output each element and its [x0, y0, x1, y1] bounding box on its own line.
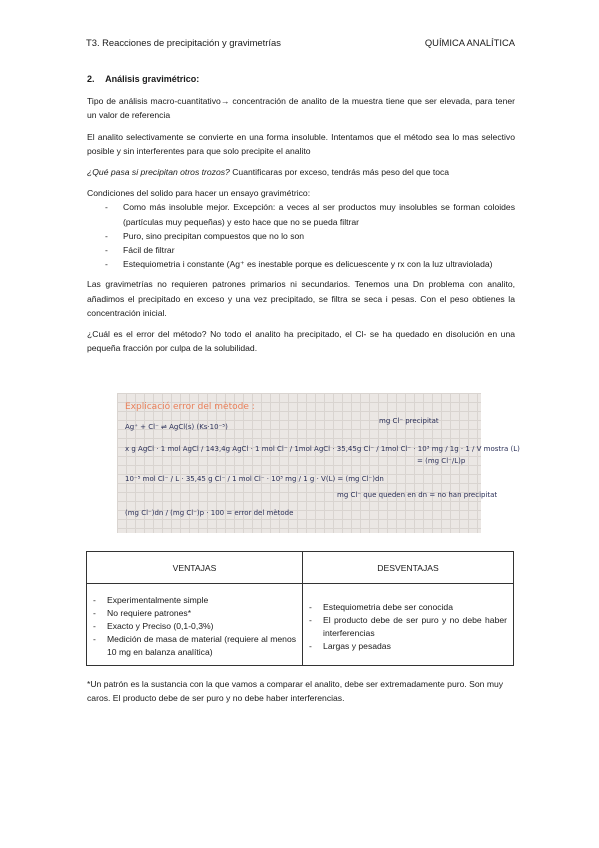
section-heading: [87, 72, 515, 86]
question-text: ¿Qué pasa si precipitan otros trozos?: [87, 167, 230, 178]
list-item: - Experimentalmente simple: [87, 594, 296, 607]
advantages-list: [87, 594, 296, 659]
table-header-disadvantages: DESVENTAJAS: [303, 552, 514, 584]
conditions-list: [87, 200, 515, 271]
list-item: - El producto debe de ser puro y no debe haber interferencias: [303, 614, 507, 640]
notes-error-formula: (mg Cl⁻)dn / (mg Cl⁻)p · 100 = error del mètode: [125, 509, 294, 517]
disadvantages-cell: [303, 584, 514, 666]
notes-reaction: Ag⁺ + Cl⁻ ⇌ AgCl(s) (Ks·10⁻⁵): [125, 423, 228, 431]
handwritten-notes: [117, 393, 520, 533]
pros-cons-table: [86, 551, 514, 666]
notes-annotation-solution: mg Cl⁻ que queden en dn = no han precipitat: [337, 491, 498, 499]
header-course-title: T3. Reacciones de precipitación y gravimetrías: [86, 37, 281, 48]
paragraph-definition: Tipo de análisis macro-cuantitativo→ concentración de analito de la muestra tiene que ser elevada, para tener un valor de referencia: [87, 96, 515, 121]
notes-calculation-1-result: = (mg Cl⁻/L)p: [417, 457, 466, 465]
list-item: - Puro, sino precipitan compuestos que no lo son: [87, 229, 515, 243]
paragraph-selectivity: El analito selectivamente se convierte en una forma insoluble. Intentamos que el método sea lo mas selectivo posible y sin interferentes para que solo precipite el analito: [87, 131, 515, 156]
conditions-intro: Condiciones del solido para hacer un ensayo gravimétrico:: [87, 188, 311, 199]
list-item: - Como más insoluble mejor. Excepción: a veces al ser productos muy insolubles se forman coloides (partículas muy pequeñas) y esto hace que no se pueda filtrar: [87, 200, 515, 228]
paragraph-method-error: ¿Cuál es el error del método? No todo el analito ha precipitado, el Cl- se ha quedado en disolución en una pequeña fracción por culpa de la solubilidad.: [87, 329, 515, 354]
list-item: - Estequiometria debe ser conocida: [303, 601, 507, 614]
notes-annotation-precipitate: mg Cl⁻ precipitat: [379, 417, 439, 425]
list-item: - Fácil de filtrar: [87, 243, 515, 257]
list-item: - No requiere patrones*: [87, 607, 296, 620]
paragraph-question: [87, 165, 515, 179]
notes-calculation-1: x g AgCl · 1 mol AgCl / 143,4g AgCl · 1 mol Cl⁻ / 1mol AgCl · 35,45g Cl⁻ / 1mol Cl⁻ · 10³ mg / 1g · 1 / V mostra (L): [125, 445, 520, 453]
header-subject: QUÍMICA ANALÍTICA: [424, 37, 515, 48]
table-header-advantages: VENTAJAS: [87, 552, 303, 584]
list-item: - Exacto y Preciso (0,1-0,3%): [87, 620, 296, 633]
section-title: Análisis gravimétrico:: [105, 74, 200, 84]
list-item: - Largas y pesadas: [303, 640, 507, 653]
main-content: [87, 72, 515, 362]
section-number: 2.: [87, 74, 95, 84]
handwritten-notes-photo: [117, 393, 520, 533]
list-item: - Medición de masa de material (requiere al menos 10 mg en balanza analítica): [87, 633, 296, 659]
list-item: - Estequiometria i constante (Ag⁺ es inestable porque es delicuescente y rx con la luz ultraviolada): [87, 257, 515, 271]
footnote: *Un patrón es la sustancia con la que vamos a comparar el analito, debe ser extremadamente puro. Son muy caros. El producto debe de ser puro y no debe haber interferencias.: [87, 679, 504, 704]
disadvantages-list: [303, 601, 507, 653]
notes-title: Explicació error del mètode :: [125, 402, 255, 412]
notes-calculation-2: 10⁻⁵ mol Cl⁻ / L · 35,45 g Cl⁻ / 1 mol Cl⁻ · 10³ mg / 1 g · V(L) = (mg Cl⁻)dn: [125, 475, 384, 483]
advantages-cell: [87, 584, 303, 666]
paragraph-patterns: Las gravimetrías no requieren patrones primarios ni secundarios. Tenemos una Dn problema con analito, añadimos el precipitado en exceso y una vez precipitado, se filtra se seca i pesas. Con el peso obtienes la concentración inicial.: [87, 279, 515, 318]
answer-text: Cuantificaras por exceso, tendrás más peso del que toca: [229, 167, 450, 178]
